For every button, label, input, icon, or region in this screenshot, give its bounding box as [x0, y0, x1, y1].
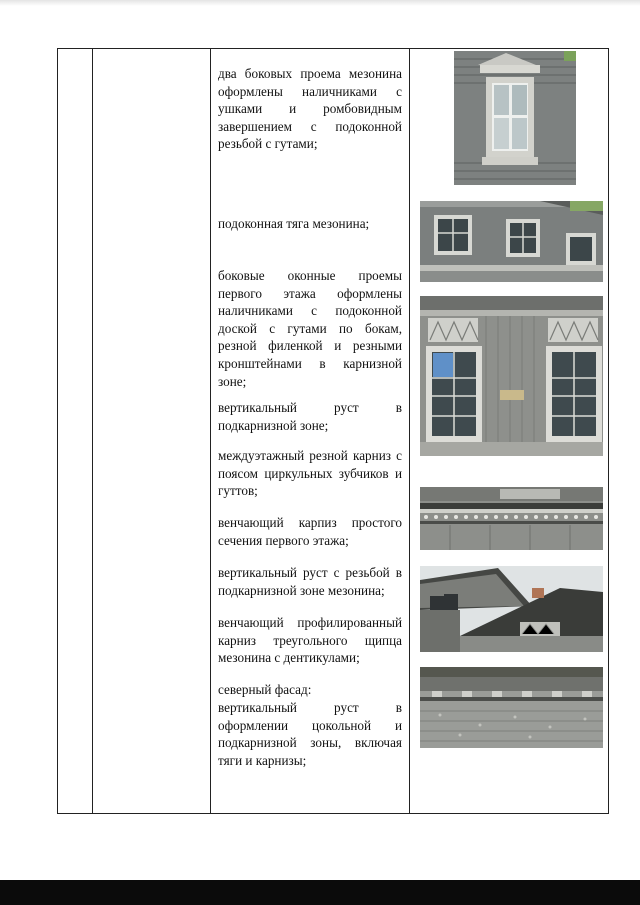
description-interfloor-cornice: междуэтажный резной карниз с поясом циркульных зубчиков и гуттов;	[218, 448, 402, 499]
photo-mezzanine-sill-course	[420, 201, 603, 282]
photo-north-facade-cornice	[420, 667, 603, 748]
description-north-facade-heading: северный фасад:	[218, 682, 312, 697]
description-table	[57, 48, 609, 814]
description-first-floor-windows: боковые оконные проемы первого этажа оформлены наличниками с подоконной доской с гутами по бокам, резной филенкой и резными кронштейнами в карнизной зоне;	[218, 268, 402, 389]
description-north-facade-rustication: вертикальный руст в оформлении цокольной и подкарнизной зоны, включая тяги и карнизы;	[218, 700, 402, 768]
description-vertical-rustication: вертикальный руст в подкарнизной зоне;	[218, 400, 402, 433]
page-top-edge	[0, 0, 640, 6]
description-mezzanine-sill-course: подоконная тяга мезонина;	[218, 216, 370, 231]
description-mezzanine-rustication: вертикальный руст с резьбой в подкарнизной зоне мезонина;	[218, 565, 402, 598]
description-first-floor-crown-cornice: венчающий карпиз простого сечения первого этажа;	[218, 515, 402, 548]
column-divider	[409, 49, 410, 813]
column-divider	[92, 49, 93, 813]
photo-mezzanine-roof	[420, 566, 603, 652]
photo-mezzanine-window	[454, 51, 576, 185]
description-mezzanine-gable-cornice: венчающий профилированный карниз треугольного щипца мезонина с дентикулами;	[218, 615, 402, 666]
scan-bottom-edge	[0, 880, 640, 905]
description-mezzanine-side-windows: два боковых проема мезонина оформлены наличниками с ушками и ромбовидным завершением с подоконной резьбой с гутами;	[218, 66, 402, 152]
column-divider	[210, 49, 211, 813]
photo-interfloor-cornice	[420, 487, 603, 550]
photo-first-floor-windows	[420, 296, 603, 456]
